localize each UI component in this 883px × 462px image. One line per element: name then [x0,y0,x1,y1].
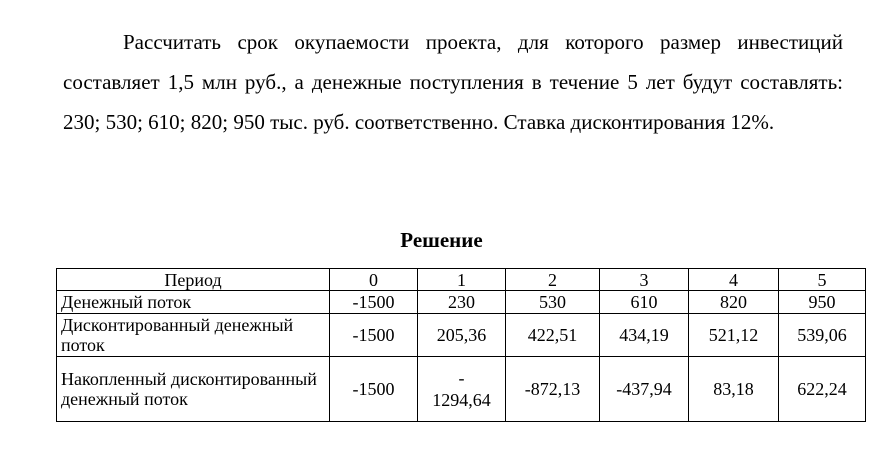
table-cell: -1500 [330,291,418,314]
row-label: Дисконтированный денежный поток [57,314,330,357]
table-cell: 820 [689,291,779,314]
table-header-label: Период [57,269,330,291]
table-cell: -437,94 [600,357,689,422]
table-header-cell: 2 [506,269,600,291]
table-cell: -872,13 [506,357,600,422]
table-cell: 950 [779,291,866,314]
table-cell: 230 [418,291,506,314]
table-header-row [57,269,866,291]
table-header-cell: 3 [600,269,689,291]
table-header-cell: 0 [330,269,418,291]
table-row [57,357,866,422]
table-row [57,314,866,357]
table-cell: 434,19 [600,314,689,357]
table-cell: 622,24 [779,357,866,422]
table-cell [418,357,506,422]
problem-text: Рассчитать срок окупаемости проекта, для которого размер инвестиций составляет 1,5 млн руб., а денежные поступления в течение 5 лет будут составлять: 230; 530; 610; 820; 950 тыс. руб. соответственно. Ставка дисконтирования 12%. [63,30,843,134]
solution-table [56,268,866,422]
row-label: Денежный поток [57,291,330,314]
table-header-cell: 4 [689,269,779,291]
problem-statement [63,22,843,142]
table-header-cell: 1 [418,269,506,291]
table-header-cell: 5 [779,269,866,291]
row-label: Накопленный дисконтированный денежный поток [57,357,330,422]
solution-heading: Решение [400,228,483,252]
table-row [57,291,866,314]
table-cell: 610 [600,291,689,314]
table-cell: 83,18 [689,357,779,422]
table-cell: -1500 [330,314,418,357]
table-cell: 205,36 [418,314,506,357]
table-cell: 422,51 [506,314,600,357]
table-cell: 521,12 [689,314,779,357]
table-cell: 539,06 [779,314,866,357]
table-cell: -1500 [330,357,418,422]
wrapped-negative-value: - 1294,64 [432,368,491,410]
table-cell: 530 [506,291,600,314]
